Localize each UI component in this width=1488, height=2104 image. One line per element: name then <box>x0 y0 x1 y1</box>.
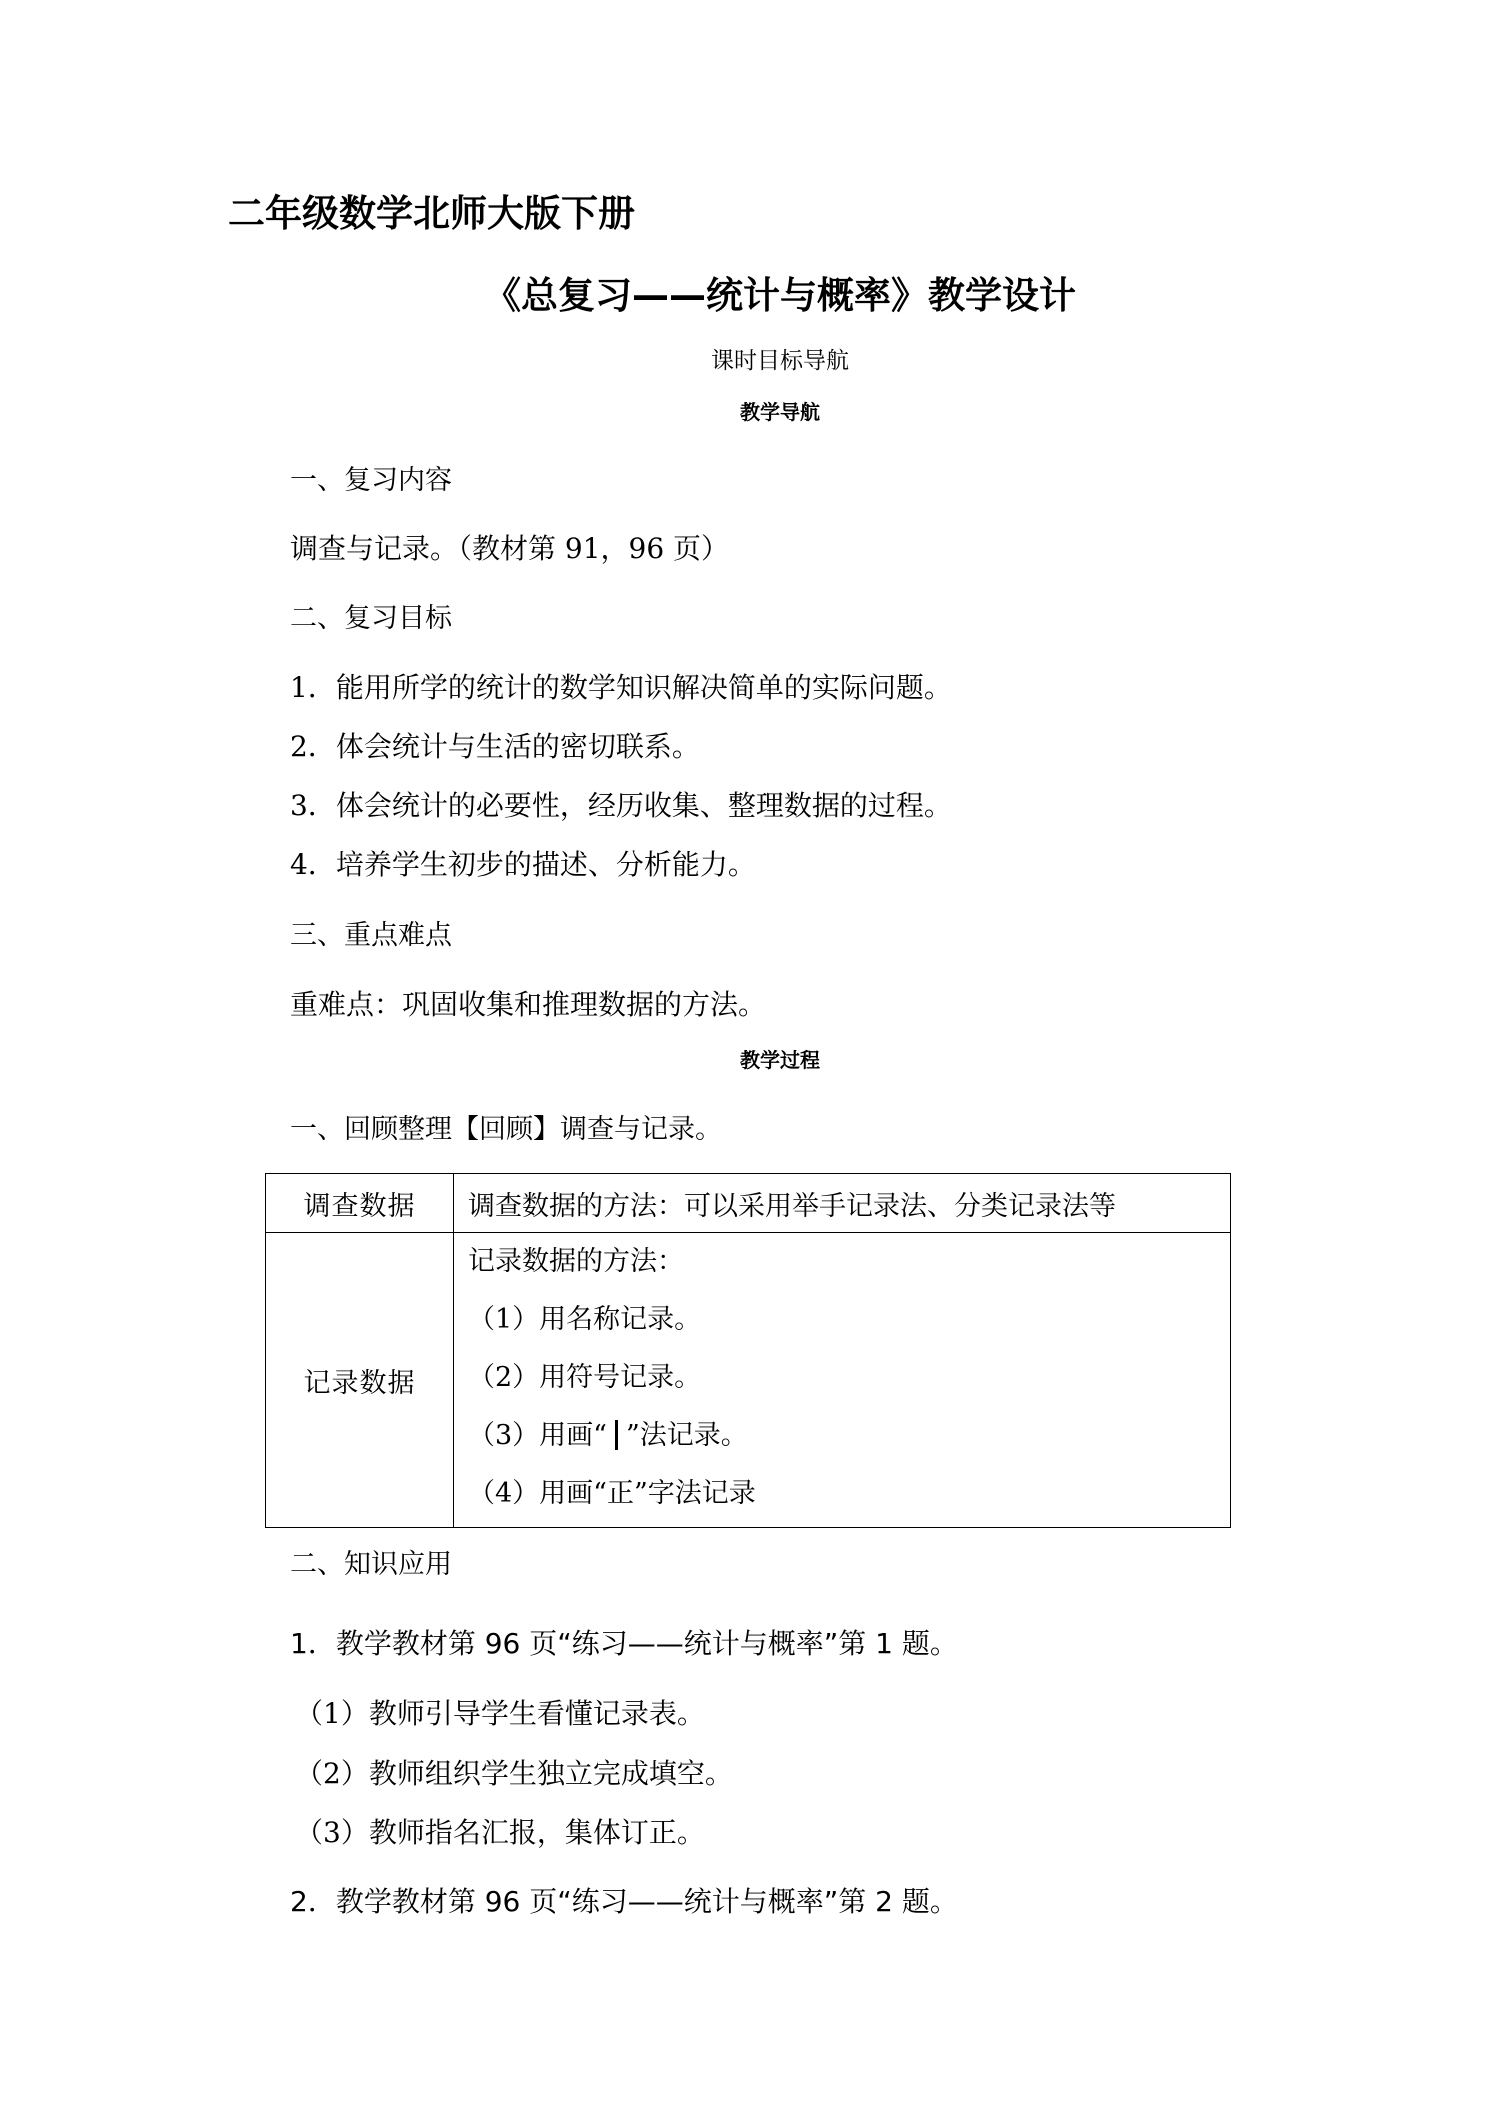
goal-item: 2．体会统计与生活的密切联系。 <box>290 730 700 763</box>
process-heading: 教学过程 <box>740 1048 820 1072</box>
exercise-2-heading: 2．教学教材第 96 页“练习——统计与概率”第 2 题。 <box>290 1885 958 1918</box>
document-title-line1: 二年级数学北师大版下册 <box>228 192 635 235</box>
record-methods-intro: 记录数据的方法： <box>468 1246 684 1277</box>
exercise-step: （3）教师指名汇报，集体订正。 <box>295 1816 705 1849</box>
table-row <box>266 1233 1231 1528</box>
review-content-text: 调查与记录。（教材第 91，96 页） <box>290 532 730 565</box>
table-cell-record-label: 记录数据 <box>266 1233 454 1528</box>
subtitle: 课时目标导航 <box>711 348 849 374</box>
goal-item: 1．能用所学的统计的数学知识解决简单的实际问题。 <box>290 671 952 704</box>
exercise-step: （1）教师引导学生看懂记录表。 <box>295 1697 705 1730</box>
table-cell-survey-label: 调查数据 <box>266 1174 454 1233</box>
section-heading-review-content: 一、复习内容 <box>290 465 452 496</box>
table-row <box>266 1174 1231 1233</box>
record-method-item3-prefix: （3）用画“ <box>468 1420 607 1451</box>
table-cell-record-content <box>454 1233 1231 1528</box>
exercise-step: （2）教师组织学生独立完成填空。 <box>295 1757 733 1790</box>
goal-item: 4．培养学生初步的描述、分析能力。 <box>290 848 756 881</box>
record-method-item: （4）用画“正”字法记录 <box>468 1478 756 1509</box>
nav-heading: 教学导航 <box>740 400 820 424</box>
record-method-item: （2）用符号记录。 <box>468 1362 702 1393</box>
key-points-line <box>290 983 766 1023</box>
record-method-item3-suffix: ”法记录。 <box>625 1420 748 1451</box>
record-methods-table <box>265 1173 1231 1528</box>
table-cell-survey-content: 调查数据的方法：可以采用举手记录法、分类记录法等 <box>454 1174 1231 1233</box>
section-heading-key-points: 三、重点难点 <box>290 920 452 951</box>
section-heading-review-organize: 一、回顾整理【回顾】调查与记录。 <box>290 1114 722 1145</box>
tally-bar-icon <box>615 1420 618 1450</box>
section-heading-knowledge-application: 二、知识应用 <box>290 1549 452 1580</box>
record-method-item: （1）用名称记录。 <box>468 1304 702 1335</box>
record-method-item <box>468 1407 1230 1465</box>
document-title-line2: 《总复习——统计与概率》教学设计 <box>484 274 1076 317</box>
key-points-text: 巩固收集和推理数据的方法。 <box>402 988 767 1021</box>
goal-item: 3．体会统计的必要性，经历收集、整理数据的过程。 <box>290 789 952 822</box>
exercise-1-heading: 1．教学教材第 96 页“练习——统计与概率”第 1 题。 <box>290 1627 958 1660</box>
key-points-label: 重难点： <box>290 988 403 1021</box>
section-heading-review-goals: 二、复习目标 <box>290 603 452 634</box>
